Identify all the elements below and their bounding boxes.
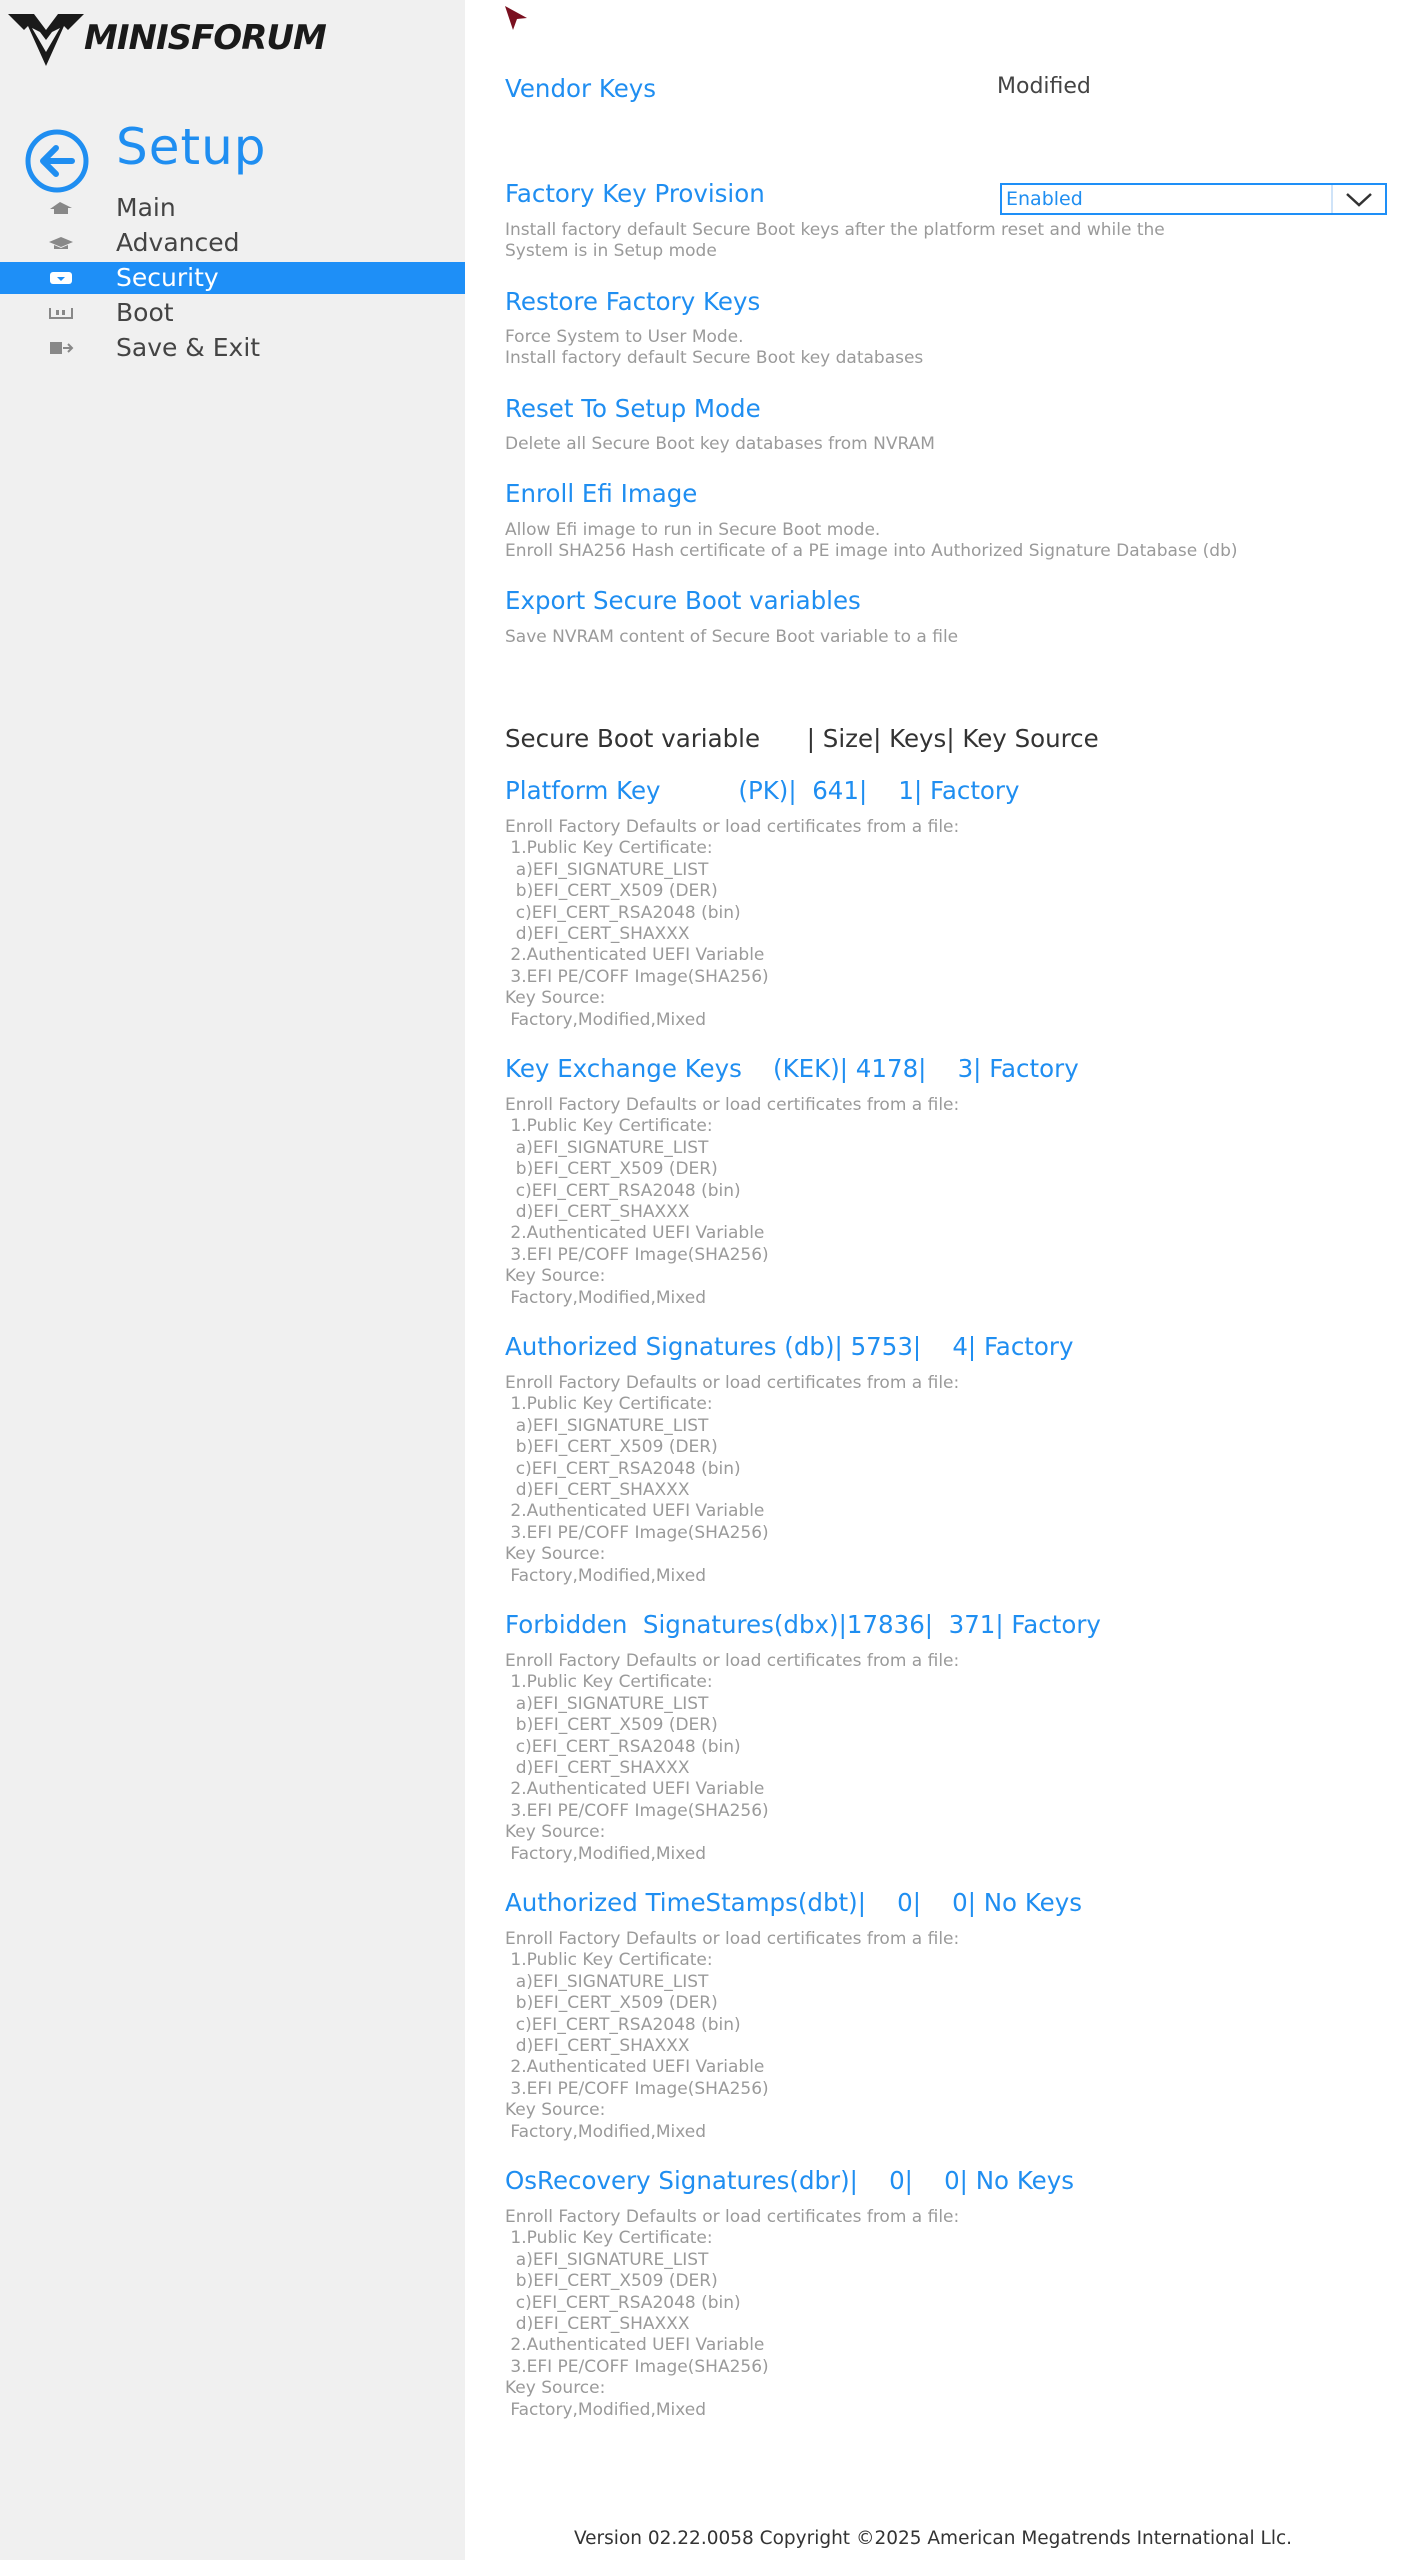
nav-item-main[interactable] xyxy=(0,192,465,224)
factory-key-provision-select[interactable] xyxy=(1000,183,1387,215)
home-icon xyxy=(48,200,74,216)
exit-icon xyxy=(48,340,74,356)
nav-label-security: Security xyxy=(116,263,219,292)
key-row-pk[interactable]: Platform Key (PK)| 641| 1| Factory xyxy=(505,776,1020,805)
key-row-kek-help: Enroll Factory Defaults or load certificates from a file: 1.Public Key Certificate: a)EFI_SIGNATURE_LIST b)EFI_CERT_X509 (DER) c)EFI_CERT_RSA2048 (bin) d)EFI_CERT_SHAXXX 2.Authenticated UEFI Variable 3.EFI PE/COFF Image(SHA256) Key Source: Factory,Modified,Mixed xyxy=(505,1095,960,1308)
mouse-cursor-icon xyxy=(503,4,529,32)
nav-label-save-exit: Save & Exit xyxy=(116,333,261,362)
nav-label-boot: Boot xyxy=(116,298,174,327)
footer-version: Version 02.22.0058 Copyright ©2025 American Megatrends International Llc. xyxy=(573,2528,1293,2549)
nav-item-security[interactable] xyxy=(0,262,465,294)
reset-to-setup-mode-help: Delete all Secure Boot key databases from NVRAM xyxy=(505,434,935,454)
export-secure-boot-variables-button[interactable]: Export Secure Boot variables xyxy=(505,586,861,615)
nav-item-advanced[interactable] xyxy=(0,227,465,259)
setup-title: Setup xyxy=(116,118,267,176)
key-row-db-help: Enroll Factory Defaults or load certificates from a file: 1.Public Key Certificate: a)EFI_SIGNATURE_LIST b)EFI_CERT_X509 (DER) c)EFI_CERT_RSA2048 (bin) d)EFI_CERT_SHAXXX 2.Authenticated UEFI Variable 3.EFI PE/COFF Image(SHA256) Key Source: Factory,Modified,Mixed xyxy=(505,1373,960,1586)
key-row-dbt-help: Enroll Factory Defaults or load certificates from a file: 1.Public Key Certificate: a)EFI_SIGNATURE_LIST b)EFI_CERT_X509 (DER) c)EFI_CERT_RSA2048 (bin) d)EFI_CERT_SHAXXX 2.Authenticated UEFI Variable 3.EFI PE/COFF Image(SHA256) Key Source: Factory,Modified,Mixed xyxy=(505,1929,960,2142)
vendor-keys-label: Vendor Keys xyxy=(505,74,657,103)
chevron-down-icon[interactable] xyxy=(1331,185,1385,213)
graduation-cap-icon xyxy=(48,235,74,251)
key-row-dbr[interactable]: OsRecovery Signatures(dbr)| 0| 0| No Keys xyxy=(505,2166,1075,2195)
key-row-dbx-help: Enroll Factory Defaults or load certificates from a file: 1.Public Key Certificate: a)EFI_SIGNATURE_LIST b)EFI_CERT_X509 (DER) c)EFI_CERT_RSA2048 (bin) d)EFI_CERT_SHAXXX 2.Authenticated UEFI Variable 3.EFI PE/COFF Image(SHA256) Key Source: Factory,Modified,Mixed xyxy=(505,1651,960,1864)
boot-icon xyxy=(48,305,74,321)
restore-factory-keys-help: Force System to User Mode. Install factory default Secure Boot key databases xyxy=(505,327,924,369)
key-row-kek[interactable]: Key Exchange Keys (KEK)| 4178| 3| Factory xyxy=(505,1054,1079,1083)
export-secure-boot-variables-help: Save NVRAM content of Secure Boot variable to a file xyxy=(505,627,959,647)
nav-label-main: Main xyxy=(116,193,176,222)
key-row-dbr-help: Enroll Factory Defaults or load certificates from a file: 1.Public Key Certificate: a)EFI_SIGNATURE_LIST b)EFI_CERT_X509 (DER) c)EFI_CERT_RSA2048 (bin) d)EFI_CERT_SHAXXX 2.Authenticated UEFI Variable 3.EFI PE/COFF Image(SHA256) Key Source: Factory,Modified,Mixed xyxy=(505,2207,960,2420)
vendor-keys-value: Modified xyxy=(997,74,1091,99)
factory-key-provision-help: Install factory default Secure Boot keys after the platform reset and while the System is in Setup mode xyxy=(505,220,1165,262)
key-row-db[interactable]: Authorized Signatures (db)| 5753| 4| Factory xyxy=(505,1332,1074,1361)
enroll-efi-image-button[interactable]: Enroll Efi Image xyxy=(505,479,698,508)
nav-item-save-exit[interactable] xyxy=(0,332,465,364)
logo-text: MINISFORUM xyxy=(84,18,326,58)
sidebar xyxy=(0,0,465,2560)
nav-label-advanced: Advanced xyxy=(116,228,240,257)
nav-item-boot[interactable] xyxy=(0,297,465,329)
key-row-dbt[interactable]: Authorized TimeStamps(dbt)| 0| 0| No Keys xyxy=(505,1888,1083,1917)
shield-icon xyxy=(48,270,74,286)
key-row-pk-help: Enroll Factory Defaults or load certificates from a file: 1.Public Key Certificate: a)EFI_SIGNATURE_LIST b)EFI_CERT_X509 (DER) c)EFI_CERT_RSA2048 (bin) d)EFI_CERT_SHAXXX 2.Authenticated UEFI Variable 3.EFI PE/COFF Image(SHA256) Key Source: Factory,Modified,Mixed xyxy=(505,817,960,1030)
factory-key-provision-value: Enabled xyxy=(1006,188,1083,210)
reset-to-setup-mode-button[interactable]: Reset To Setup Mode xyxy=(505,394,761,423)
restore-factory-keys-button[interactable]: Restore Factory Keys xyxy=(505,287,761,316)
key-table-header: Secure Boot variable | Size| Keys| Key Source xyxy=(505,724,1099,753)
key-row-dbx[interactable]: Forbidden Signatures(dbx)|17836| 371| Factory xyxy=(505,1610,1101,1639)
brand-emblem-icon xyxy=(6,8,86,70)
enroll-efi-image-help: Allow Efi image to run in Secure Boot mode. Enroll SHA256 Hash certificate of a PE image into Authorized Signature Database (db) xyxy=(505,520,1238,562)
minisforum-logo xyxy=(6,8,346,70)
back-arrow-icon[interactable] xyxy=(24,128,90,194)
factory-key-provision-label[interactable]: Factory Key Provision xyxy=(505,179,765,208)
